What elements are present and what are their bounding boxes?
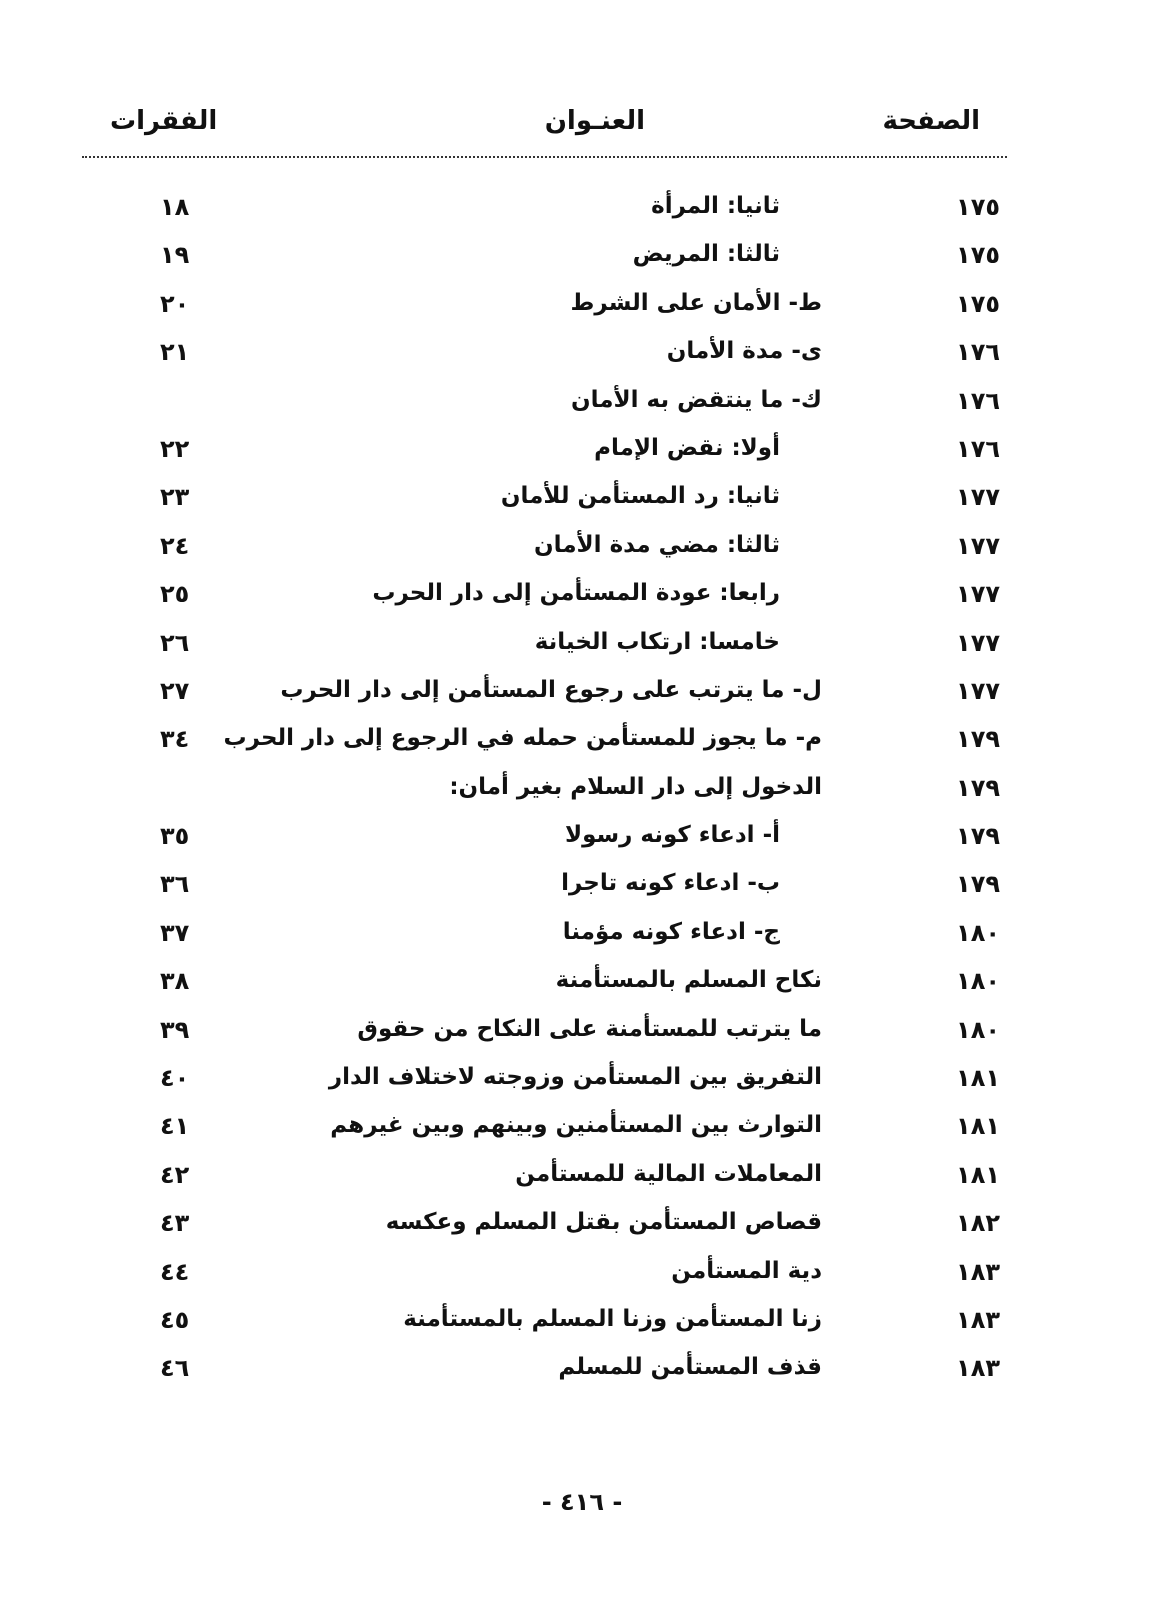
row-title: ب- ادعاء كونه تاجرا <box>561 870 780 897</box>
toc-row <box>80 233 1020 281</box>
toc-row <box>80 862 1020 910</box>
row-title: م- ما يجوز للمستأمن حمله في الرجوع إلى دار الحرب <box>223 725 822 752</box>
toc-header <box>80 98 1020 146</box>
row-title: ج- ادعاء كونه مؤمنا <box>562 918 780 945</box>
row-page-number: ١٨٣ <box>956 1305 1000 1334</box>
row-title: المعاملات المالية للمستأمن <box>515 1160 822 1187</box>
row-title: دية المستأمن <box>671 1257 822 1284</box>
toc-row <box>80 669 1020 717</box>
toc-row <box>80 621 1020 669</box>
row-title: خامسا: ارتكاب الخيانة <box>534 628 780 655</box>
row-title: ما يترتب للمستأمنة على النكاح من حقوق <box>357 1015 822 1042</box>
toc-row <box>80 1201 1020 1249</box>
toc-row <box>80 766 1020 814</box>
row-title: قذف المستأمن للمسلم <box>558 1354 822 1381</box>
toc-row <box>80 717 1020 765</box>
row-title: التفريق بين المستأمن وزوجته لاختلاف الدار <box>328 1064 822 1091</box>
toc-row <box>80 572 1020 620</box>
toc-row <box>80 1104 1020 1152</box>
dotted-divider <box>82 156 1007 158</box>
toc-row <box>80 1346 1020 1394</box>
row-page-number: ١٧٧ <box>956 676 1000 705</box>
row-page-number: ١٨٢ <box>956 1209 1000 1238</box>
row-paragraph-number: ٢٤ <box>160 531 190 560</box>
toc-row <box>80 1298 1020 1346</box>
row-title: رابعا: عودة المستأمن إلى دار الحرب <box>372 580 780 607</box>
row-title: ثانيا: المرأة <box>651 193 780 219</box>
toc-row <box>80 282 1020 330</box>
header-title-label: العنـوان <box>544 106 645 136</box>
row-paragraph-number: ٤٥ <box>160 1305 190 1334</box>
row-paragraph-number: ١٩ <box>160 241 190 270</box>
row-paragraph-number: ٢٧ <box>160 676 190 705</box>
toc-row <box>80 1153 1020 1201</box>
toc-row <box>80 959 1020 1007</box>
row-title: ى- مدة الأمان <box>666 338 822 365</box>
row-paragraph-number: ٢٦ <box>160 628 190 657</box>
row-title: التوارث بين المستأمنين وبينهم وبين غيرهم <box>330 1112 822 1139</box>
row-page-number: ١٧٩ <box>956 773 1000 802</box>
row-title: ل- ما يترتب على رجوع المستأمن إلى دار الحرب <box>280 676 822 703</box>
row-page-number: ١٧٥ <box>956 193 1000 221</box>
row-paragraph-number: ٤١ <box>160 1112 190 1141</box>
row-paragraph-number: ٣٩ <box>160 1015 190 1044</box>
toc-row <box>80 814 1020 862</box>
row-title: الدخول إلى دار السلام بغير أمان: <box>449 773 822 800</box>
toc-row <box>80 185 1020 233</box>
row-paragraph-number: ٢٥ <box>160 580 190 609</box>
row-paragraph-number: ٢٠ <box>160 289 190 318</box>
toc-row <box>80 330 1020 378</box>
toc-row <box>80 475 1020 523</box>
row-paragraph-number: ٣٤ <box>160 725 190 754</box>
toc-row <box>80 427 1020 475</box>
row-title: أ- ادعاء كونه رسولا <box>564 822 780 849</box>
row-page-number: ١٨١ <box>956 1064 1000 1093</box>
page-number-footer: - ٤١٦ - <box>541 1488 623 1516</box>
row-page-number: ١٧٩ <box>956 725 1000 754</box>
row-page-number: ١٧٧ <box>956 531 1000 560</box>
row-page-number: ١٨٠ <box>956 1015 1000 1044</box>
row-page-number: ١٧٩ <box>956 822 1000 851</box>
row-title: ثالثا: مضي مدة الأمان <box>534 531 780 558</box>
toc-row <box>80 379 1020 427</box>
row-paragraph-number: ٤٠ <box>160 1064 190 1093</box>
row-title: ثانيا: رد المستأمن للأمان <box>500 483 780 510</box>
row-paragraph-number: ٤٣ <box>160 1209 190 1238</box>
row-paragraph-number: ٤٢ <box>160 1160 190 1189</box>
row-title: قصاص المستأمن بقتل المسلم وعكسه <box>385 1209 822 1236</box>
row-page-number: ١٧٧ <box>956 628 1000 657</box>
row-page-number: ١٨١ <box>956 1112 1000 1141</box>
row-page-number: ١٧٦ <box>956 338 1000 367</box>
row-page-number: ١٧٦ <box>956 386 1000 415</box>
row-title: أولا: نقض الإمام <box>594 434 780 461</box>
row-page-number: ١٨١ <box>956 1160 1000 1189</box>
row-page-number: ١٧٥ <box>956 241 1000 270</box>
toc-row <box>80 1250 1020 1298</box>
row-page-number: ١٨٣ <box>956 1257 1000 1286</box>
row-paragraph-number: ٣٨ <box>160 967 190 996</box>
row-title: ثالثا: المريض <box>632 241 780 268</box>
row-paragraph-number: ٣٧ <box>160 918 190 947</box>
header-page-label: الصفحة <box>882 106 980 136</box>
row-paragraph-number: ٢٢ <box>160 434 190 463</box>
row-paragraph-number: ٢١ <box>160 338 190 367</box>
header-paragraphs-label: الفقرات <box>110 106 218 136</box>
row-title: نكاح المسلم بالمستأمنة <box>555 967 822 994</box>
row-page-number: ١٧٩ <box>956 870 1000 899</box>
toc-row <box>80 911 1020 959</box>
row-page-number: ١٧٥ <box>956 289 1000 318</box>
row-paragraph-number: ٣٦ <box>160 870 190 899</box>
row-paragraph-number: ١٨ <box>160 193 190 221</box>
row-paragraph-number: ٢٣ <box>160 483 190 512</box>
row-paragraph-number: ٤٤ <box>160 1257 190 1286</box>
row-paragraph-number: ٤٦ <box>160 1354 190 1383</box>
row-paragraph-number: ٣٥ <box>160 822 190 851</box>
row-title: ك- ما ينتقض به الأمان <box>571 386 822 413</box>
toc-row <box>80 1056 1020 1104</box>
row-page-number: ١٧٧ <box>956 483 1000 512</box>
row-page-number: ١٨٠ <box>956 918 1000 947</box>
row-title: ط- الأمان على الشرط <box>570 289 822 316</box>
toc-row <box>80 1008 1020 1056</box>
row-page-number: ١٨٣ <box>956 1354 1000 1383</box>
row-page-number: ١٧٦ <box>956 434 1000 463</box>
row-page-number: ١٧٧ <box>956 580 1000 609</box>
row-page-number: ١٨٠ <box>956 967 1000 996</box>
toc-row <box>80 524 1020 572</box>
row-title: زنا المستأمن وزنا المسلم بالمستأمنة <box>403 1305 822 1332</box>
toc-list <box>80 185 1020 1395</box>
